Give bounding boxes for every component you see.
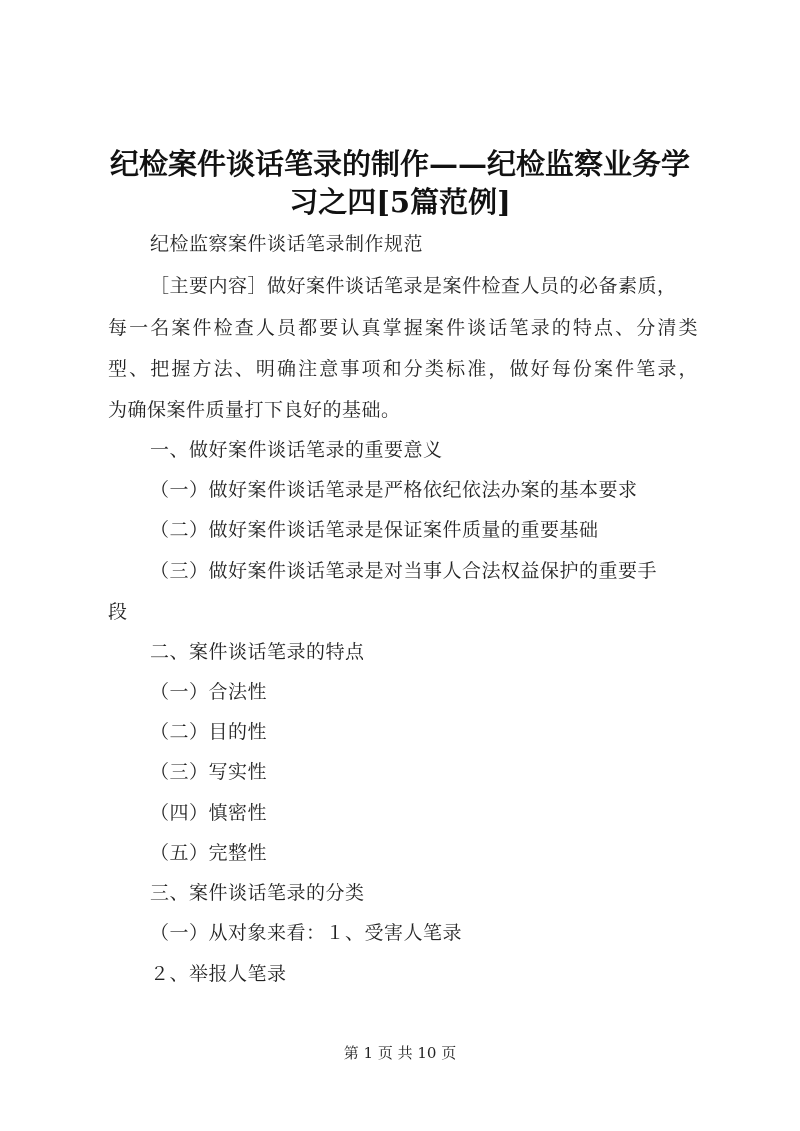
list-item: （一）合法性 bbox=[150, 681, 268, 703]
list-item: ２、举报人笔录 bbox=[150, 963, 287, 985]
paragraph-line: 为确保案件质量打下良好的基础。 bbox=[108, 399, 401, 421]
paragraph-line: 每一名案件检查人员都要认真掌握案件谈话笔录的特点、分清类 bbox=[108, 317, 698, 339]
section-heading: 二、案件谈话笔录的特点 bbox=[150, 641, 365, 663]
list-item: （五）完整性 bbox=[150, 842, 268, 864]
paragraph-line: 型、把握方法、明确注意事项和分类标准，做好每份案件笔录， bbox=[108, 358, 698, 380]
paragraph-line: ［主要内容］做好案件谈话笔录是案件检查人员的必备素质， bbox=[150, 275, 677, 297]
list-item-continuation: 段 bbox=[108, 601, 128, 623]
list-item: （四）慎密性 bbox=[150, 802, 268, 824]
list-item: （二）做好案件谈话笔录是保证案件质量的重要基础 bbox=[150, 519, 599, 541]
document-title-line-1: 纪检案件谈话笔录的制作——纪检监察业务学 bbox=[109, 147, 690, 181]
list-item: （一）从对象来看：１、受害人笔录 bbox=[150, 922, 463, 944]
list-item: （一）做好案件谈话笔录是严格依纪依法办案的基本要求 bbox=[150, 479, 638, 501]
document-title-line-2: 习之四[5篇范例] bbox=[289, 185, 511, 219]
section-heading: 三、案件谈话笔录的分类 bbox=[150, 882, 365, 904]
page-number-footer: 第 1 页 共 10 页 bbox=[343, 1044, 457, 1062]
list-item: （二）目的性 bbox=[150, 721, 268, 743]
list-item: （三）写实性 bbox=[150, 761, 268, 783]
section-heading: 纪检监察案件谈话笔录制作规范 bbox=[150, 233, 424, 255]
list-item: （三）做好案件谈话笔录是对当事人合法权益保护的重要手 bbox=[150, 560, 658, 582]
section-heading: 一、做好案件谈话笔录的重要意义 bbox=[150, 439, 443, 461]
